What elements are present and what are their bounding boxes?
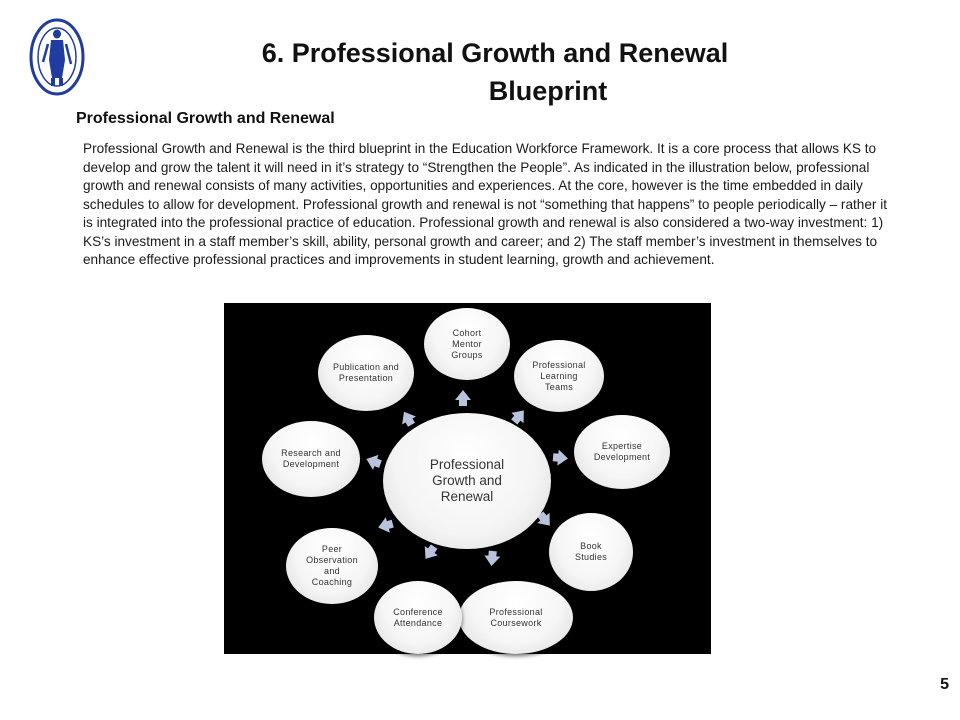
title-line-2: Blueprint — [488, 76, 608, 106]
node-label: Conference Attendance — [393, 606, 443, 628]
node-research-development — [262, 421, 360, 497]
arrow-icon — [397, 408, 418, 429]
section-paragraph: Professional Growth and Renewal is the third blueprint in the Education Workforce Framework. It is a core process that allows KS to develop and grow the talent it will need in it’s strategy to “Strengthen the People”. As indicated in the illustration below, professional growth and renewal consists of many activities, opportunities and experiences. At the core, however is the time embedded in daily schedules to allow for development. Professional growth and renewal is not “something that happens” to people periodically – rather it is integrated into the professional practice of education. Professional growth and renewal is also considered a two-way investment: 1) KS’s investment in a staff member’s skill, ability, personal growth and career; and 2) The staff member’s investment in themselves to enhance effective professional practices and improvements in student learning, growth and achievement. — [83, 141, 888, 267]
arrow-icon — [364, 451, 384, 471]
arrow-icon — [552, 449, 568, 466]
arrow-icon — [419, 542, 441, 563]
title-line-1: 6. Professional Growth and Renewal — [261, 38, 729, 68]
node-label: Cohort Mentor Groups — [451, 327, 483, 360]
node-label: Book Studies — [574, 541, 608, 562]
growth-cycle-diagram — [224, 303, 711, 654]
kamehameha-schools-logo — [29, 18, 85, 96]
node-book-studies — [549, 513, 633, 591]
node-professional-coursework — [459, 581, 573, 654]
node-label: Expertise Development — [593, 441, 651, 462]
node-label: Peer Observation and Coaching — [306, 544, 358, 587]
node-conference-attendance — [374, 581, 462, 654]
node-label: Professional Coursework — [489, 606, 543, 628]
node-expertise-development — [574, 415, 670, 489]
arrow-icon — [455, 390, 471, 406]
node-label: Publication and Presentation — [332, 362, 400, 383]
center-node-label: Professional Growth and Renewal — [429, 457, 505, 504]
node-label: Professional Learning Teams — [532, 359, 586, 392]
page-number: 5 — [940, 676, 949, 693]
node-professional-learning-teams — [514, 340, 604, 412]
node-peer-observation-coaching — [286, 528, 378, 604]
page-title — [150, 34, 840, 110]
arrow-icon — [484, 550, 501, 566]
section-heading: Professional Growth and Renewal — [76, 110, 335, 127]
node-label: Research and Development — [281, 448, 341, 469]
node-cohort-mentor-groups — [424, 308, 510, 380]
diagram-center-node — [383, 413, 551, 549]
node-publication-presentation — [318, 335, 414, 411]
arrow-icon — [376, 516, 395, 535]
